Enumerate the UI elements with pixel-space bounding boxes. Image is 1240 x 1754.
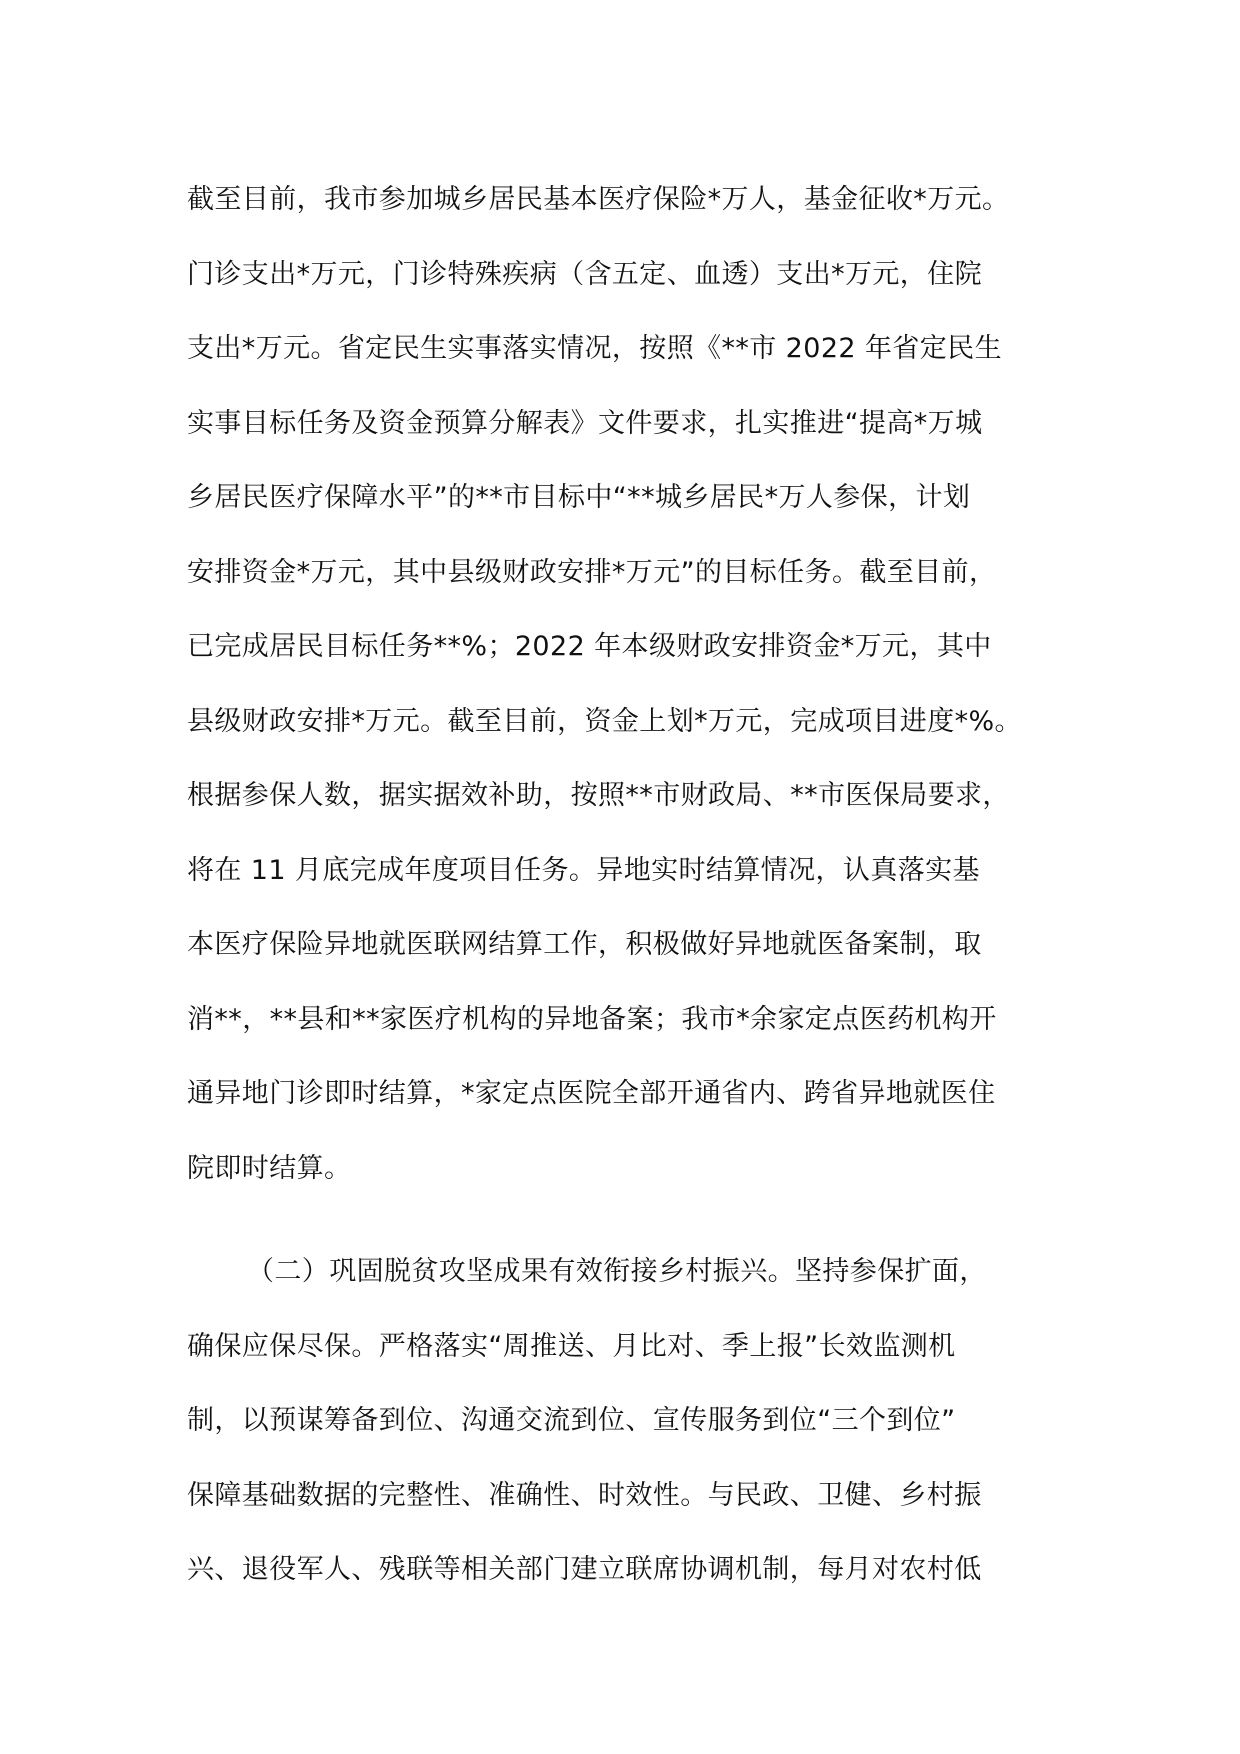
text-line: 将在 11 月底完成年度项目任务。异地实时结算情况，认真落实基	[187, 854, 980, 886]
text-line: 门诊支出*万元，门诊特殊疾病（含五定、血透）支出*万元，住院	[187, 258, 982, 290]
text-line: 消**，**县和**家医疗机构的异地备案；我市*余家定点医药机构开	[187, 1003, 997, 1035]
text-line: 院即时结算。	[187, 1152, 352, 1184]
text-line: 制，以预谋筹备到位、沟通交流到位、宣传服务到位“三个到位”	[187, 1405, 956, 1436]
text-line: 通异地门诊即时结算，*家定点医院全部开通省内、跨省异地就医住	[187, 1078, 996, 1109]
text-line: 实事目标任务及资金预算分解表》文件要求，扎实推进“提高*万城	[187, 407, 983, 439]
text-line: 确保应保尽保。严格落实“周推送、月比对、季上报”长效监测机	[187, 1330, 956, 1362]
text-line: 安排资金*万元，其中县级财政安排*万元”的目标任务。截至目前，	[187, 556, 997, 588]
text-line: 根据参保人数，据实据效补助，按照**市财政局、**市医保局要求，	[187, 780, 1010, 811]
text-line: 乡居民医疗保障水平”的**市目标中“**城乡居民*万人参保，计划	[187, 482, 971, 513]
text-line: 已完成居民目标任务**%；2022 年本级财政安排资金*万元，其中	[187, 631, 992, 662]
paragraph-poverty-alleviation	[187, 1235, 1087, 1608]
text-line: 县级财政安排*万元。截至目前，资金上划*万元，完成项目进度*%。	[187, 705, 1022, 737]
text-line: 本医疗保险异地就医联网结算工作，积极做好异地就医备案制，取	[187, 929, 982, 960]
text-line: 支出*万元。省定民生实事落实情况，按照《**市 2022 年省定民生	[187, 333, 1002, 364]
text-line: 截至目前，我市参加城乡居民基本医疗保险*万人，基金征收*万元。	[187, 184, 1010, 215]
text-line: 保障基础数据的完整性、准确性、时效性。与民政、卫健、乡村振	[187, 1479, 982, 1511]
section-heading-line: （二）巩固脱贫攻坚成果有效衔接乡村振兴。坚持参保扩面，	[247, 1256, 987, 1287]
paragraph-medical-insurance-status	[187, 163, 1087, 1206]
text-line: 兴、退役军人、残联等相关部门建立联席协调机制，每月对农村低	[187, 1554, 982, 1585]
